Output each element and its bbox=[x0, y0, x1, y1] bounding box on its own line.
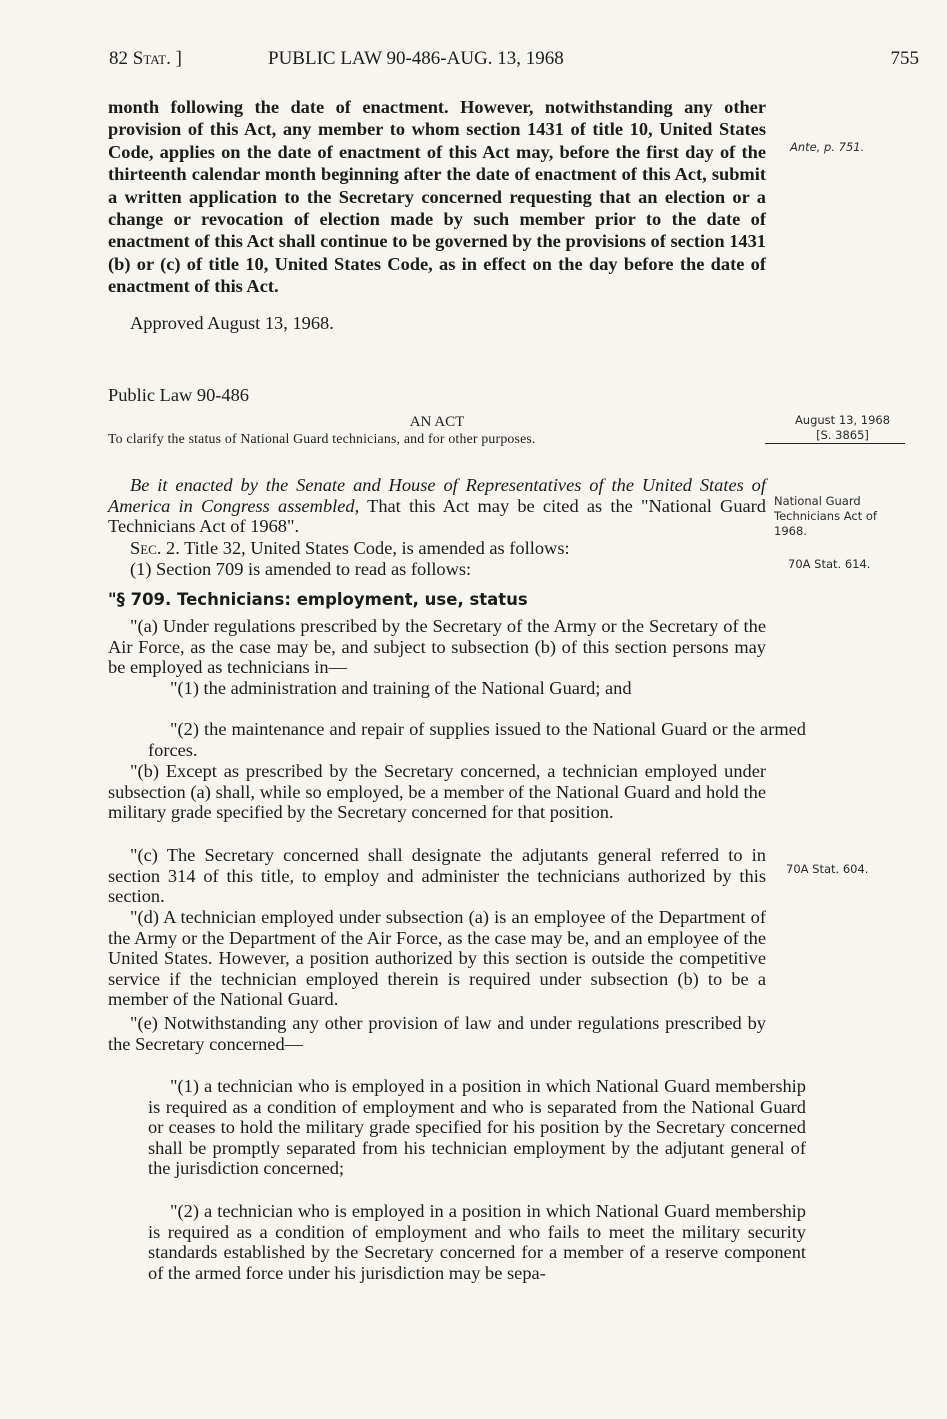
subsection-e-2: "(2) a technician who is employed in a position in which National Guard membership is required as a condition of employment and who fails to meet the military security standards established by the Secretary concerned for a member of a reserve component of the armed force under his jurisdiction may be sepa- bbox=[148, 1201, 806, 1283]
subsection-a-1: "(1) the administration and training of the National Guard; and bbox=[170, 678, 632, 698]
subsection-e: "(e) Notwithstanding any other provision of law and under regulations prescribed by the Secretary concerned— bbox=[108, 1013, 766, 1054]
enacting-clause bbox=[108, 475, 766, 537]
an-act-heading: AN ACT bbox=[409, 414, 465, 430]
subsection-b: "(b) Except as prescribed by the Secretary concerned, a technician employed under subsection (a) shall, while so employed, be a member of the National Guard and hold the military grade specified by the Secretary concerned for that position. bbox=[108, 761, 766, 823]
header-title: PUBLIC LAW 90-486-AUG. 13, 1968 bbox=[268, 48, 564, 69]
prior-act-paragraph: month following the date of enactment. However, notwithstanding any other provision of this Act, any member to whom section 1431 of title 10, United States Code, applies on the date of enactment of this Act may, before the first day of the thirteenth calendar month beginning after the date of enactment of this Act, submit a written application to the Secretary concerned requesting that an election or a change or revocation of election made by such member prior to the date of enactment of this Act shall continue to be governed by the provisions of section 1431 (b) or (c) of title 10, United States Code, as in effect on the day before the date of enactment of this Act. bbox=[108, 97, 766, 297]
margin-note-ante: Ante, p. 751. bbox=[790, 140, 865, 154]
subsection-a-2: "(2) the maintenance and repair of supplies issued to the National Guard or the armed forces. bbox=[148, 719, 806, 760]
enacting-clause-rest: That this Act may be cited as the "National Guard Technicians Act of 1968". bbox=[108, 495, 766, 537]
header-stat-reference: 82 Stat. ] bbox=[109, 48, 182, 69]
margin-note-date: August 13, 1968 bbox=[794, 413, 891, 427]
subsection-c: "(c) The Secretary concerned shall designate the adjutants general referred to in section 314 of this title, to employ and administer the technicians authorized by this section. bbox=[108, 845, 766, 907]
enacting-clause-italic: Be it enacted by the Senate and House of Representatives of the United States of America in Congress assembled, bbox=[108, 475, 766, 516]
margin-note-short-title: National Guard Technicians Act of 1968. bbox=[774, 494, 877, 538]
act-purpose: To clarify the status of National Guard technicians, and for other purposes. bbox=[108, 431, 536, 446]
header-page-number: 755 bbox=[890, 48, 919, 69]
section-2-text: Title 32, United States Code, is amended as follows: bbox=[179, 538, 570, 558]
section-2-label: Sec. 2. bbox=[130, 538, 180, 558]
subsection-e-1: "(1) a technician who is employed in a position in which National Guard membership is required as a condition of employment and who is separated from the National Guard or ceases to hold the military grade specified for his position by the Secretary concerned shall be promptly separated from his technician employment by the adjutant general of the jurisdiction concerned; bbox=[148, 1076, 806, 1179]
section-709-heading: "§ 709. Technicians: employment, use, status bbox=[108, 590, 528, 609]
margin-rule bbox=[765, 443, 905, 444]
section-2 bbox=[108, 538, 766, 559]
item-1: (1) Section 709 is amended to read as follows: bbox=[130, 559, 472, 579]
law-title: Public Law 90-486 bbox=[108, 385, 249, 405]
subsection-a: "(a) Under regulations prescribed by the Secretary of the Army or the Secretary of the Air Force, as the case may be, and subject to subsection (b) of this section persons may be employed as technicians in— bbox=[108, 616, 766, 678]
subsection-d: "(d) A technician employed under subsection (a) is an employee of the Department of the Army or the Department of the Air Force, as the case may be, and an employee of the United States. However, a position authorized by this section is outside the competitive service if the technician employed therein is required under subsection (b) to be a member of the National Guard. bbox=[108, 907, 766, 1010]
margin-note-bill: [S. 3865] bbox=[816, 428, 869, 442]
approval-line: Approved August 13, 1968. bbox=[130, 313, 334, 333]
margin-note-70a-614: 70A Stat. 614. bbox=[788, 557, 871, 571]
margin-note-70a-604: 70A Stat. 604. bbox=[786, 862, 869, 876]
